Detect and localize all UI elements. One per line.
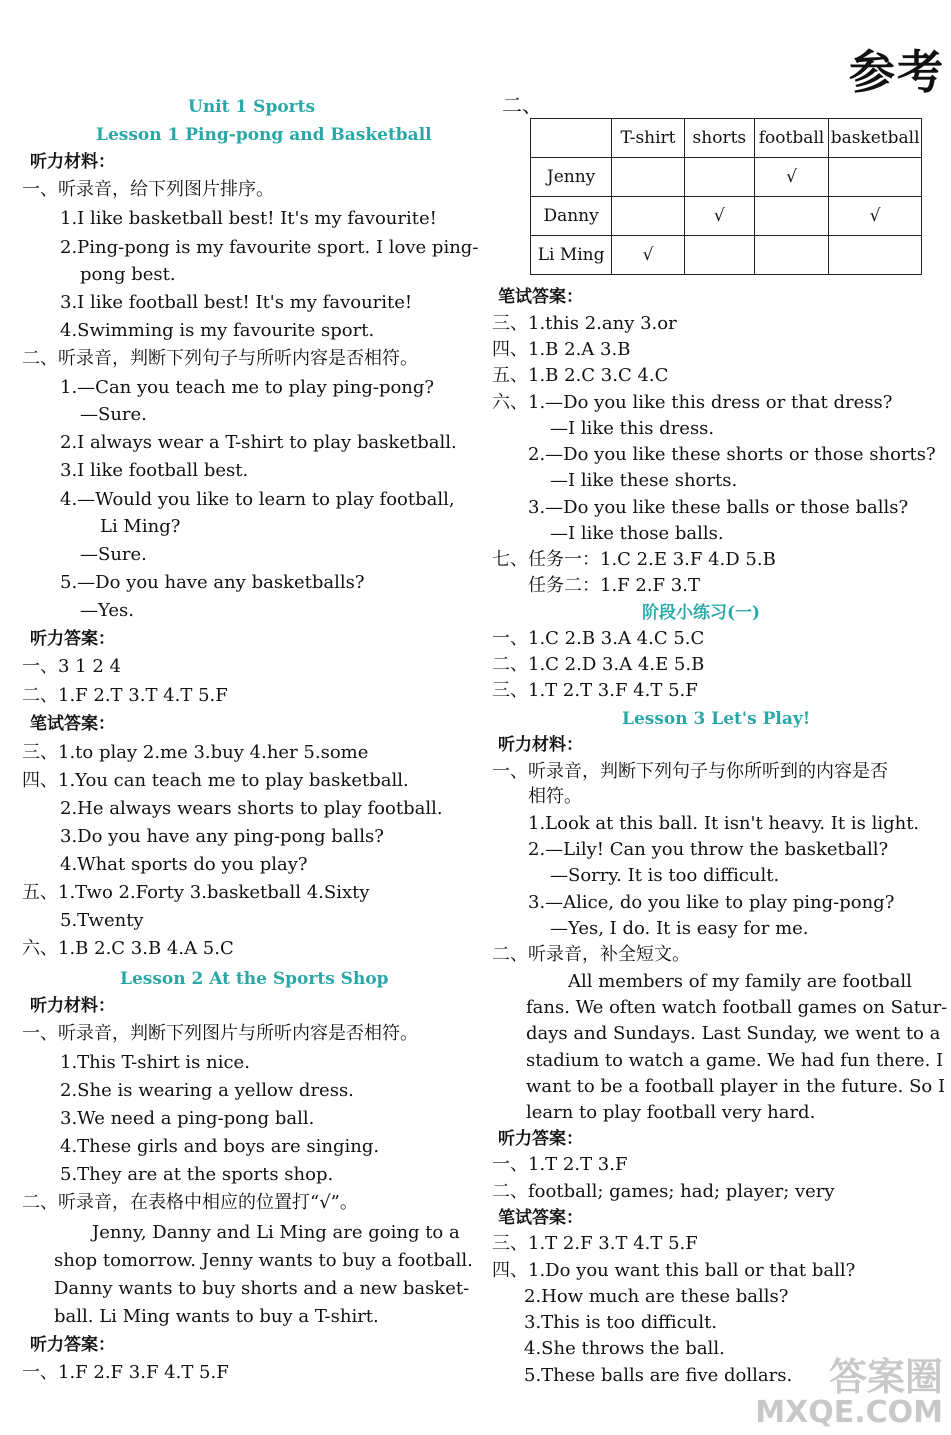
text-line: 相符。 bbox=[528, 786, 582, 807]
table-check-cell bbox=[754, 236, 828, 275]
table-header-cell: shorts bbox=[684, 119, 754, 158]
text-line: 任务二：1.F 2.F 3.T bbox=[528, 575, 700, 596]
text-line: 一、听录音，判断下列图片与所听内容是否相符。 bbox=[22, 1023, 418, 1044]
text-line: 1.This T-shirt is nice. bbox=[60, 1052, 250, 1073]
section-heading: 听力材料： bbox=[498, 735, 583, 755]
text-line: 4.These girls and boys are singing. bbox=[60, 1136, 380, 1157]
section-heading: 笔试答案： bbox=[498, 1208, 583, 1228]
text-line: 七、任务一：1.C 2.E 3.F 4.D 5.B bbox=[492, 549, 776, 570]
section-heading: 听力材料： bbox=[30, 152, 115, 172]
section-heading: 听力材料： bbox=[30, 996, 115, 1016]
text-line: 六、1.—Do you like this dress or that dress? bbox=[492, 392, 893, 413]
text-line: —I like this dress. bbox=[550, 418, 715, 439]
table-check-cell bbox=[612, 197, 685, 236]
text-line: fans. We often watch football games on Satur- bbox=[526, 997, 948, 1018]
text-line: 2.He always wears shorts to play football. bbox=[60, 798, 443, 819]
text-line: All members of my family are football bbox=[568, 971, 912, 992]
text-line: 3.I like football best. bbox=[60, 460, 249, 481]
text-line: 5.—Do you have any basketballs? bbox=[60, 572, 365, 593]
text-line: 三、1.to play 2.me 3.buy 4.her 5.some bbox=[22, 742, 369, 763]
text-line: —Sure. bbox=[80, 404, 147, 425]
text-line: 一、1.F 2.F 3.F 4.T 5.F bbox=[22, 1362, 229, 1383]
text-line: stadium to watch a game. We had fun there. I bbox=[526, 1050, 944, 1071]
table-section-label: 二、 bbox=[502, 93, 542, 117]
text-line: 一、3 1 2 4 bbox=[22, 656, 121, 677]
table-row-name: Jenny bbox=[531, 158, 612, 197]
text-line: —Sorry. It is too difficult. bbox=[550, 865, 780, 886]
section-heading: 笔试答案： bbox=[498, 287, 583, 307]
text-line: 5.They are at the sports shop. bbox=[60, 1164, 334, 1185]
text-line: 三、1.T 2.T 3.F 4.T 5.F bbox=[492, 680, 698, 701]
text-line: 四、1.You can teach me to play basketball. bbox=[22, 770, 409, 791]
table-row bbox=[531, 197, 922, 236]
text-line: 4.—Would you like to learn to play football, bbox=[60, 489, 455, 510]
table-check-cell bbox=[829, 236, 922, 275]
table-check-cell bbox=[754, 197, 828, 236]
text-line: 一、1.T 2.T 3.F bbox=[492, 1154, 628, 1175]
text-line: Danny wants to buy shorts and a new basket- bbox=[54, 1278, 470, 1299]
text-line: 2.—Lily! Can you throw the basketball? bbox=[528, 839, 889, 860]
text-line: —I like those balls. bbox=[550, 523, 724, 544]
table-row-name: Danny bbox=[531, 197, 612, 236]
text-line: 3.—Do you like these balls or those balls? bbox=[528, 497, 909, 518]
answer-table bbox=[530, 118, 922, 275]
watermark-url: MXQE.COM bbox=[755, 1395, 943, 1430]
text-line: 三、1.T 2.F 3.T 4.T 5.F bbox=[492, 1233, 698, 1254]
text-line: 三、1.this 2.any 3.or bbox=[492, 313, 677, 334]
table-header-cell bbox=[531, 119, 612, 158]
text-line: 4.She throws the ball. bbox=[524, 1338, 725, 1359]
section-title: 阶段小练习(一) bbox=[642, 603, 761, 623]
text-line: 2.She is wearing a yellow dress. bbox=[60, 1080, 354, 1101]
text-line: 一、听录音，给下列图片排序。 bbox=[22, 179, 274, 200]
text-line: 2.Ping-pong is my favourite sport. I love ping- bbox=[60, 237, 479, 258]
table-check-cell: √ bbox=[612, 236, 685, 275]
text-line: Jenny, Danny and Li Ming are going to a bbox=[92, 1222, 460, 1243]
text-line: Li Ming? bbox=[100, 516, 181, 537]
table-check-cell: √ bbox=[754, 158, 828, 197]
site-watermark bbox=[755, 1357, 943, 1429]
text-line: 2.How much are these balls? bbox=[524, 1286, 789, 1307]
section-heading: 听力答案： bbox=[30, 629, 115, 649]
table-check-cell bbox=[829, 158, 922, 197]
text-line: 二、听录音，判断下列句子与所听内容是否相符。 bbox=[22, 348, 418, 369]
table-header-cell: football bbox=[754, 119, 828, 158]
text-line: 五、1.B 2.C 3.C 4.C bbox=[492, 365, 669, 386]
text-line: shop tomorrow. Jenny wants to buy a football. bbox=[54, 1250, 473, 1271]
text-line: 3.We need a ping-pong ball. bbox=[60, 1108, 315, 1129]
table-row bbox=[531, 236, 922, 275]
text-line: 3.Do you have any ping-pong balls? bbox=[60, 826, 384, 847]
text-line: 2.I always wear a T-shirt to play basketball. bbox=[60, 432, 457, 453]
section-title: Unit 1 Sports bbox=[188, 97, 316, 117]
table-row-name: Li Ming bbox=[531, 236, 612, 275]
text-line: 4.Swimming is my favourite sport. bbox=[60, 320, 375, 341]
text-line: 2.—Do you like these shorts or those shorts? bbox=[528, 444, 936, 465]
text-line: 二、1.F 2.T 3.T 4.T 5.F bbox=[22, 685, 228, 706]
text-line: pong best. bbox=[80, 264, 176, 285]
text-line: learn to play football very hard. bbox=[526, 1102, 816, 1123]
table-header-cell: T-shirt bbox=[612, 119, 685, 158]
text-line: 一、1.C 2.B 3.A 4.C 5.C bbox=[492, 628, 705, 649]
text-line: want to be a football player in the future. So I bbox=[526, 1076, 946, 1097]
text-line: days and Sundays. Last Sunday, we went to a bbox=[526, 1023, 941, 1044]
text-line: —Sure. bbox=[80, 544, 147, 565]
section-heading: 笔试答案： bbox=[30, 714, 115, 734]
text-line: 4.What sports do you play? bbox=[60, 854, 308, 875]
table-row bbox=[531, 158, 922, 197]
text-line: 二、听录音，补全短文。 bbox=[492, 944, 690, 965]
table-header-row bbox=[531, 119, 922, 158]
text-line: 1.I like basketball best! It's my favourite! bbox=[60, 208, 437, 229]
table-check-cell bbox=[684, 236, 754, 275]
text-line: 5.These balls are five dollars. bbox=[524, 1365, 793, 1386]
text-line: 二、听录音，在表格中相应的位置打“√”。 bbox=[22, 1192, 358, 1213]
table-check-cell: √ bbox=[829, 197, 922, 236]
text-line: 5.Twenty bbox=[60, 910, 144, 931]
text-line: 二、football; games; had; player; very bbox=[492, 1181, 835, 1202]
section-title: Lesson 1 Ping-pong and Basketball bbox=[96, 125, 432, 145]
text-line: —Yes. bbox=[80, 600, 134, 621]
text-line: 一、听录音，判断下列句子与你所听到的内容是否 bbox=[492, 761, 888, 782]
watermark-logo-text: 答案圈 bbox=[828, 1355, 943, 1399]
text-line: 3.—Alice, do you like to play ping-pong? bbox=[528, 892, 895, 913]
text-line: 1.—Can you teach me to play ping-pong? bbox=[60, 377, 435, 398]
text-line: 1.Look at this ball. It isn't heavy. It is light. bbox=[528, 813, 920, 834]
text-line: 二、1.C 2.D 3.A 4.E 5.B bbox=[492, 654, 705, 675]
section-title: Lesson 2 At the Sports Shop bbox=[120, 969, 389, 989]
text-line: 四、1.Do you want this ball or that ball? bbox=[492, 1260, 856, 1281]
text-line: 六、1.B 2.C 3.B 4.A 5.C bbox=[22, 938, 234, 959]
text-line: ball. Li Ming wants to buy a T-shirt. bbox=[54, 1306, 379, 1327]
text-line: —I like these shorts. bbox=[550, 470, 738, 491]
table-check-cell: √ bbox=[684, 197, 754, 236]
text-line: —Yes, I do. It is easy for me. bbox=[550, 918, 809, 939]
text-line: 3.I like football best! It's my favourite! bbox=[60, 292, 413, 313]
section-heading: 听力答案： bbox=[498, 1129, 583, 1149]
text-line: 3.This is too difficult. bbox=[524, 1312, 718, 1333]
text-line: 五、1.Two 2.Forty 3.basketball 4.Sixty bbox=[22, 882, 370, 903]
table-check-cell bbox=[684, 158, 754, 197]
table-header-cell: basketball bbox=[829, 119, 922, 158]
header-reference-mark: 参考 bbox=[849, 45, 945, 99]
section-heading: 听力答案： bbox=[30, 1335, 115, 1355]
text-line: 四、1.B 2.A 3.B bbox=[492, 339, 631, 360]
table-check-cell bbox=[612, 158, 685, 197]
section-title: Lesson 3 Let's Play! bbox=[622, 709, 811, 729]
